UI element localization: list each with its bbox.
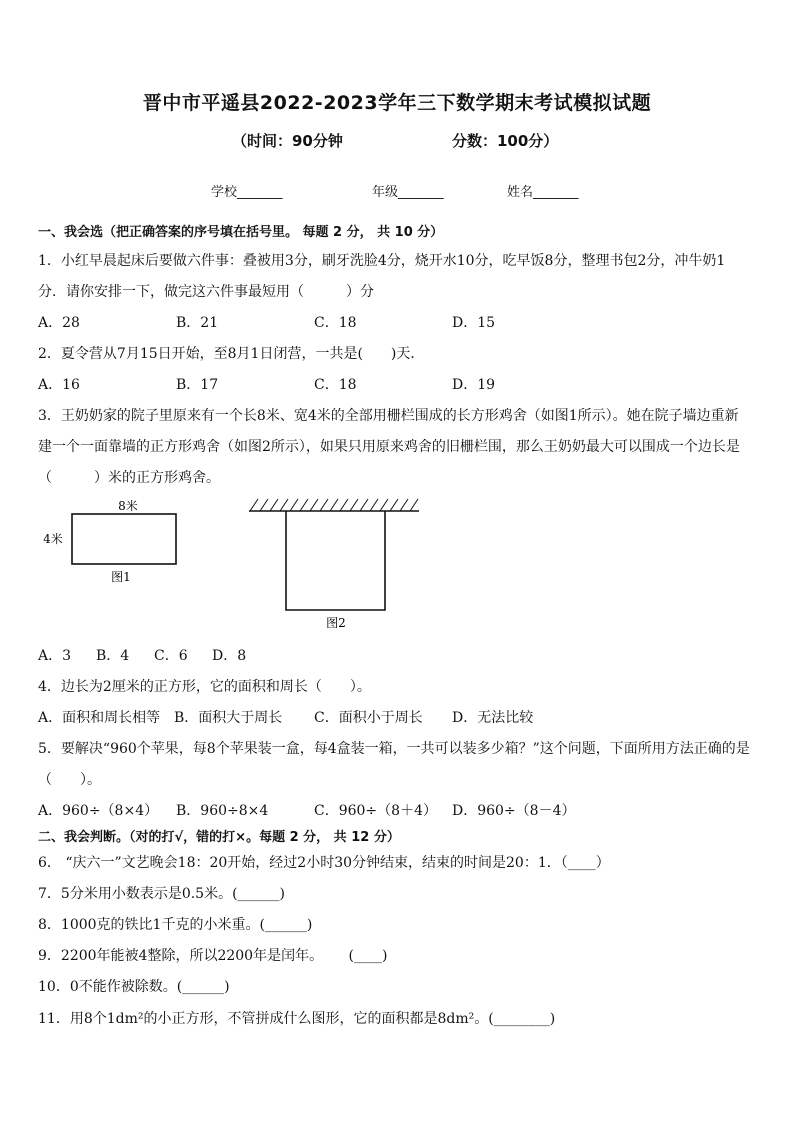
fig2-caption: 图2 [326, 616, 346, 630]
q2-option-b[interactable]: B．17 [176, 377, 219, 393]
grade-field[interactable]: 年级_______ [372, 185, 444, 200]
q5-option-b[interactable]: B．960÷8×4 [176, 803, 269, 819]
q8: 8．1000克的铁比1千克的小米重。(______) [38, 917, 313, 933]
q1-line1: 1．小红早晨起床后要做六件事：叠被用3分，刷牙洗脸4分，烧开水10分，吃早饭8分，整理书包2分，冲牛奶1 [38, 253, 726, 269]
q1-option-c[interactable]: C．18 [314, 315, 357, 331]
q3-line2: 建一个一面靠墙的正方形鸡舍（如图2所示），如果只用原来鸡舍的旧栅栏围，那么王奶奶最大可以围成一个边长是 [38, 439, 740, 455]
name-field[interactable]: 姓名_______ [507, 185, 579, 200]
q2-option-d[interactable]: D．19 [452, 377, 496, 393]
school-field[interactable]: 学校_______ [211, 185, 283, 200]
fig1-top-label: 8米 [118, 499, 138, 513]
q2-option-a[interactable]: A．16 [38, 377, 80, 393]
q5-option-d[interactable]: D．960÷（8－4） [452, 803, 576, 819]
q1-option-b[interactable]: B．21 [176, 315, 219, 331]
q6: 6． “庆六一”文艺晚会18：20开始，经过2小时30分钟结束，结束的时间是20：1．（____） [38, 855, 610, 871]
q11: 11．用8个1dm²的小正方形，不管拼成什么图形，它的面积都是8dm²。(________) [38, 1011, 556, 1027]
fig1-side-label: 4米 [43, 532, 63, 546]
q1-option-d[interactable]: D．15 [452, 315, 496, 331]
q4-line1: 4．边长为2厘米的正方形，它的面积和周长（ ）。 [38, 679, 371, 695]
q3-option-d[interactable]: D．8 [212, 648, 247, 664]
fig2-wall-hatch [250, 499, 418, 511]
q4-option-c[interactable]: C．面积小于周长 [314, 710, 423, 726]
q5-option-a[interactable]: A．960÷（8×4） [38, 803, 159, 819]
q3-line1: 3．王奶奶家的院子里原来有一个长8米、宽4米的全部用栅栏围成的长方形鸡舍（如图1所示）。她在院子墙边重新 [38, 408, 739, 424]
q5-option-c[interactable]: C．960÷（8＋4） [314, 803, 437, 819]
fig1-caption: 图1 [111, 570, 131, 584]
page-title: 晋中市平遥县2022-2023学年三下数学期末考试模拟试题 [142, 92, 652, 114]
q4-option-b[interactable]: B．面积大于周长 [174, 710, 283, 726]
q4-option-d[interactable]: D．无法比较 [452, 710, 534, 726]
q2-line1: 2．夏令营从7月15日开始，至8月1日闭营，一共是( )天． [38, 346, 425, 362]
q7: 7．5分米用小数表示是0.5米。(______) [38, 886, 286, 902]
q3-option-c[interactable]: C．6 [154, 648, 188, 664]
q5-line2: （ ）。 [38, 772, 101, 788]
exam-time: （时间：90分钟 [232, 132, 343, 150]
q10: 10．0不能作被除数。(______) [38, 979, 230, 995]
q3-line3: （ ）米的正方形鸡舍。 [38, 470, 220, 486]
section1-heading: 一、我会选（把正确答案的序号填在括号里。 每题 2 分， 共 10 分） [38, 225, 444, 240]
section2-heading: 二、我会判断。（对的打√，错的打×。每题 2 分， 共 12 分） [38, 830, 400, 845]
fig1-rectangle [72, 514, 176, 564]
fig2-square-fence [286, 511, 385, 610]
q1-line2: 分．请你安排一下，做完这六件事最短用（ ）分 [38, 284, 374, 300]
q5-line1: 5．要解决“960个苹果，每8个苹果装一盒，每4盒装一箱，一共可以装多少箱？”这个问题，下面所用方法正确的是 [38, 741, 750, 757]
q3-option-a[interactable]: A．3 [38, 648, 72, 664]
q9: 9．2200年能被4整除，所以2200年是闰年。 (____) [38, 948, 388, 964]
exam-score: 分数：100分） [452, 132, 559, 150]
q1-option-a[interactable]: A．28 [38, 315, 80, 331]
q3-option-b[interactable]: B．4 [96, 648, 130, 664]
q4-option-a[interactable]: A．面积和周长相等 [38, 710, 161, 726]
q2-option-c[interactable]: C．18 [314, 377, 357, 393]
